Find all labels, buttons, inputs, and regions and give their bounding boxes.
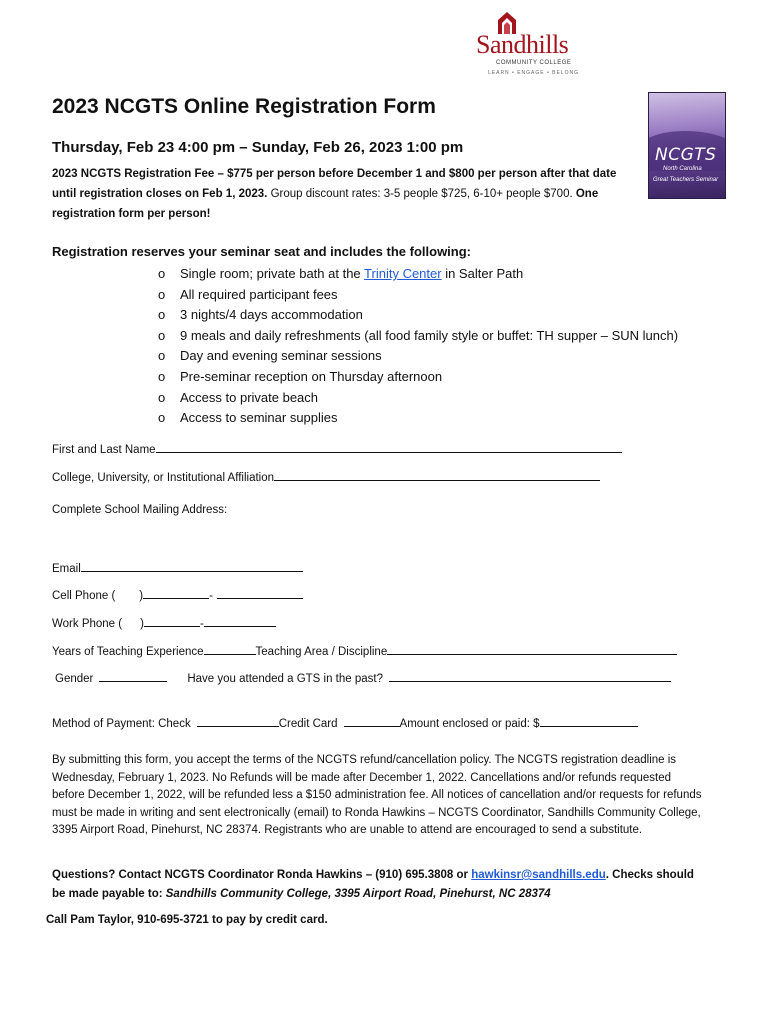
cell-phone-row: Cell Phone ( ) - [52,586,303,602]
payment-row [52,714,638,730]
years-label: Years of Teaching Experience [52,646,204,658]
list-item: o Access to private beach [158,388,678,409]
email-field[interactable] [81,559,303,572]
payment-label: Method of Payment: Check [52,718,191,730]
name-row [52,440,622,456]
logo-subtitle: COMMUNITY COLLEGE [496,60,572,66]
cell-prefix-field[interactable] [143,586,209,599]
bullet: o [158,266,166,281]
cell-phone-label: Cell Phone ( [52,590,116,602]
teaching-row [52,642,677,658]
amount-label: Amount enclosed or paid: $ [399,718,540,730]
bullet: o [158,368,166,384]
book-subtitle-2: Great Teachers Seminar [653,177,719,183]
gender-label: Gender [55,673,94,685]
book-subtitle-1: North Carolina [663,166,702,172]
includes-list [158,264,678,429]
credit-card-call-note: Call Pam Taylor, 910-695-3721 to pay by credit card. [46,914,328,926]
book-title: NCGTS [655,145,717,165]
area-label: Teaching Area / Discipline [255,646,388,658]
fee-main: 2023 NCGTS Registration Fee – $775 per person before December 1 and $800 per person after that date until registration closes on Feb 1, 2023. [52,168,617,200]
work-prefix-field[interactable] [144,614,200,627]
work-number-field[interactable] [204,614,276,627]
bullet: o [158,286,166,302]
credit-card-field[interactable] [344,714,400,727]
cell-number-field[interactable] [217,586,303,599]
gender-row [55,669,671,685]
bullet: o [158,327,166,343]
coordinator-email-link[interactable]: hawkinsr@sandhills.edu [471,869,606,881]
area-field[interactable] [387,642,677,655]
list-item: o Day and evening seminar sessions [158,346,678,367]
logo-tagline: LEARN • ENGAGE • BELONG [488,70,579,76]
page-title: 2023 NCGTS Online Registration Form [52,95,436,118]
fee-one-form: One registration form per person! [52,188,599,220]
college-field[interactable] [274,468,600,481]
trinity-center-link[interactable]: Trinity Center [364,266,442,281]
credit-card-label: Credit Card [278,718,338,730]
reserves-heading: Registration reserves your seminar seat and includes the following: [52,244,472,259]
logo-name: Sandhills [476,30,569,59]
payee: Sandhills Community College, 3395 Airport Road, Pinehurst, NC 28374 [165,888,551,900]
list-item: o Access to seminar supplies [158,408,678,429]
fee-paragraph [52,164,642,224]
name-field[interactable] [156,440,622,453]
fee-group-discount: Group discount rates: 3-5 people $725, 6-10+ people $700. [267,188,573,200]
list-item: o 9 meals and daily refreshments (all food family style or buffet: TH supper – SUN lunch) [158,326,678,347]
bullet: o [158,389,166,405]
email-label: Email [52,563,81,575]
list-item: o All required participant fees [158,285,678,306]
event-dates: Thursday, Feb 23 4:00 pm – Sunday, Feb 26, 2023 1:00 pm [52,139,464,156]
work-phone-label: Work Phone ( [52,618,123,630]
address-label: Complete School Mailing Address: [52,504,228,516]
college-row [52,468,600,484]
amount-field[interactable] [540,714,638,727]
gts-label: Have you attended a GTS in the past? [187,673,383,685]
address-field[interactable] [240,504,628,544]
email-row [52,559,303,575]
check-field[interactable] [197,714,279,727]
name-label: First and Last Name [52,444,156,456]
questions-paragraph: Questions? Contact NCGTS Coordinator Ronda Hawkins – (910) 695.3808 or hawkinsr@sandhills.edu. Checks should be made payable to: Sandhills Community College, 3395 Airport Road, Pinehurst, NC 28374 [52,869,694,900]
bullet: o [158,348,166,364]
ncgts-book-cover [648,92,726,199]
bullet: o [158,410,166,426]
years-field[interactable] [204,642,256,655]
list-item: o 3 nights/4 days accommodation [158,305,678,326]
list-item: o Single room; private bath at the Trinity Center in Salter Path [158,264,678,285]
refund-policy-paragraph: By submitting this form, you accept the terms of the NCGTS refund/cancellation policy. The NCGTS registration deadline is Wednesday, February 1, 2023. No Refunds will be made after December 1, 2022. Cancellations and/or refunds requested before December 1, 2022, will be refunded less a $150 administration fee. All notices of cancellation and/or requests for refunds must be made in writing and sent electronically (email) to Ronda Hawkins – NCGTS Coordinator, Sandhills Community College, 3395 Airport Road, Pinehurst, NC 28374. Registrants who are unable to attend are encouraged to send a substitute. [52,754,702,836]
list-item: o Pre-seminar reception on Thursday afternoon [158,367,678,388]
college-label: College, University, or Institutional Affiliation [52,472,275,484]
gts-field[interactable] [389,669,671,682]
gender-field[interactable] [99,669,167,682]
bullet: o [158,307,166,323]
work-phone-row: Work Phone ( ) - [52,614,276,630]
